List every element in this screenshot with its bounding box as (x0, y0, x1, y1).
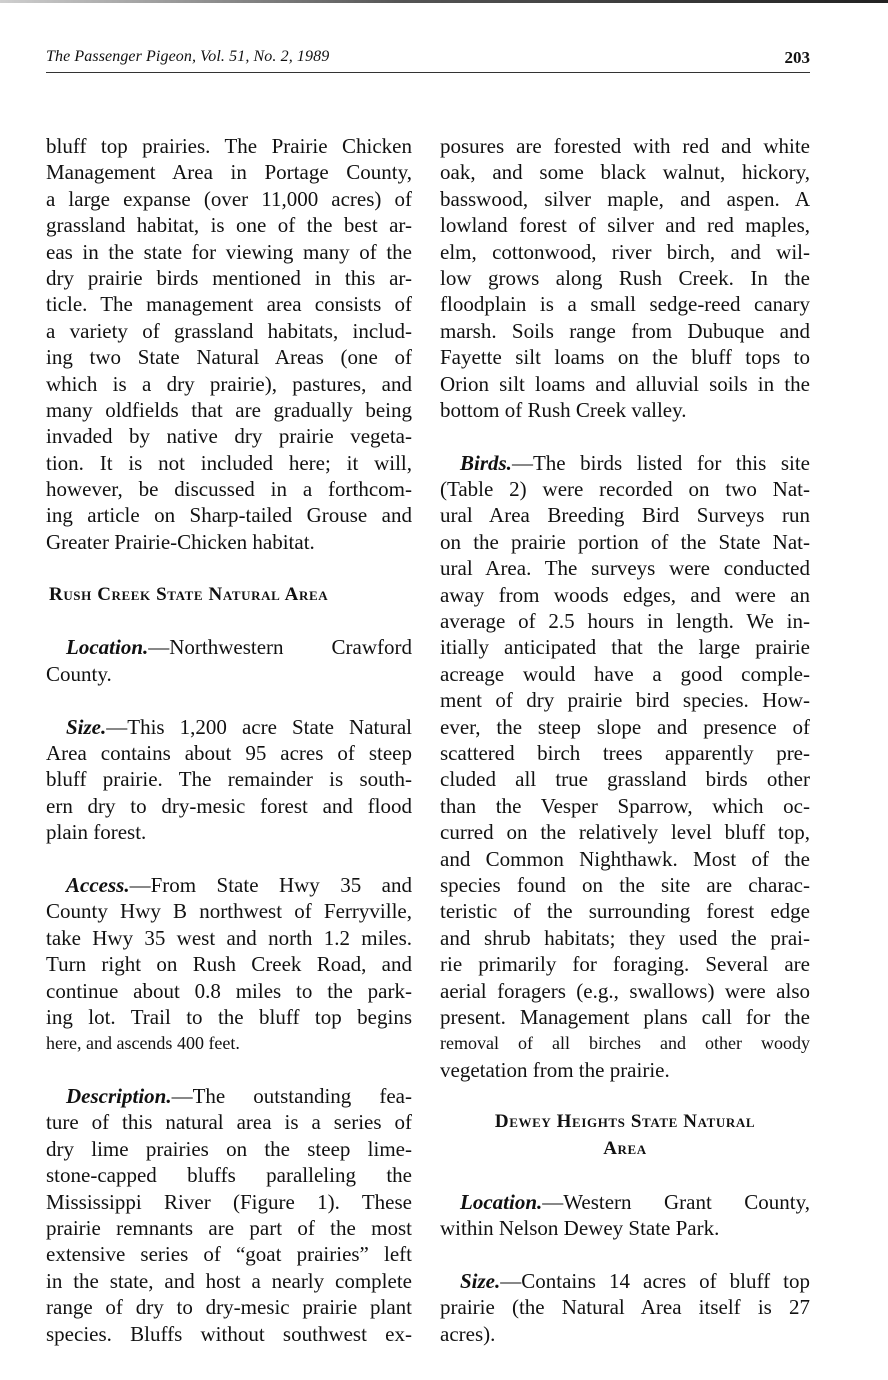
text-line: ever, the steep slope and presence of (440, 714, 810, 739)
text-line (440, 450, 810, 476)
left-column (46, 133, 412, 1347)
text-line: range of dry to dry-mesic prairie plant (46, 1295, 412, 1320)
birds-label: Birds. (460, 450, 512, 475)
text-line: ticle. The management area consists of (46, 292, 412, 317)
text-line: bluff prairie. The remainder is south- (46, 767, 412, 792)
text-line: however, be discussed in a forthcom- (46, 477, 412, 502)
birds-paragraph (440, 450, 810, 1083)
text-line: acres). (440, 1321, 496, 1346)
text-line: take Hwy 35 west and north 1.2 miles. (46, 925, 412, 950)
text-line: rie primarily for foraging. Several are (440, 952, 810, 977)
text-line: a large expanse (over 11,000 acres) of (46, 186, 412, 211)
text-line: scattered birch trees apparently pre- (440, 740, 810, 765)
text-line: dry lime prairies on the steep lime- (46, 1136, 412, 1161)
text-line: marsh. Soils range from Dubuque and (440, 318, 810, 343)
running-head (46, 48, 810, 73)
section-heading: Dewey Heights State Natural (494, 1111, 756, 1133)
size-label: Size. (66, 714, 107, 739)
text-line: stone-capped bluffs paralleling the (46, 1163, 412, 1188)
text-line: Area contains about 95 acres of steep (46, 740, 412, 765)
text-line: removal of all birches and other woody (440, 1033, 810, 1054)
access-paragraph (46, 872, 412, 1057)
text-line: aerial foragers (e.g., swallows) were also (440, 978, 810, 1003)
description-label: Description. (66, 1084, 172, 1109)
section-heading: Rush Creek State Natural Area (49, 583, 329, 605)
journal-citation: The Passenger Pigeon, Vol. 51, No. 2, 1989 (46, 48, 330, 65)
text-line: dry prairie birds mentioned in this ar- (46, 265, 412, 290)
text-line: bottom of Rush Creek valley. (440, 397, 687, 422)
text-line: Turn right on Rush Creek Road, and (46, 952, 412, 977)
text-line: posures are forested with red and white (440, 134, 810, 158)
text-line: bluff top prairies. The Prairie Chicken (46, 134, 412, 158)
text-line: prairie (the Natural Area itself is 27 (440, 1295, 810, 1320)
text-run: —From State Hwy 35 and (129, 872, 412, 897)
text-line: many oldfields that are gradually being (46, 397, 412, 422)
text-line: County Hwy B northwest of Ferryville, (46, 899, 412, 924)
text-run: —The birds listed for this site (511, 450, 810, 475)
text-line: floodplain is a small sedge-reed canary (440, 292, 810, 317)
text-line: grassland habitat, is one of the best ar- (46, 213, 412, 238)
text-run: —The outstanding fea- (171, 1084, 412, 1109)
intro-paragraph (46, 133, 412, 555)
location-paragraph (46, 634, 412, 687)
top-rule (0, 0, 888, 3)
text-run: —Western Grant County, (542, 1189, 810, 1214)
description-continued (440, 133, 810, 423)
text-line: and Common Nighthawk. Most of the (440, 846, 810, 871)
text-line: within Nelson Dewey State Park. (440, 1216, 720, 1241)
text-line: in the state, and host a nearly complete (46, 1268, 412, 1293)
text-line: prairie remnants are part of the most (46, 1216, 412, 1241)
text-line: ing article on Sharp-tailed Grouse and (46, 503, 412, 528)
text-line: continue about 0.8 miles to the park- (46, 978, 412, 1003)
text-line: a variety of grassland habitats, includ- (46, 318, 412, 343)
access-label: Access. (66, 872, 130, 897)
text-line: Orion silt loams and alluvial soils in the (440, 371, 810, 396)
text-line (46, 714, 412, 740)
text-line: low grows along Rush Creek. In the (440, 265, 810, 290)
text-line: on the prairie portion of the State Nat- (440, 529, 810, 554)
text-line: ing two State Natural Areas (one of (46, 345, 412, 370)
text-line: lowland forest of silver and red maples, (440, 213, 810, 238)
text-line: ment of dry prairie bird species. How- (440, 688, 810, 713)
section-heading-continued: Area (603, 1137, 647, 1159)
text-line: average of 2.5 hours in length. We in- (440, 609, 810, 634)
text-line: plain forest. (46, 820, 147, 845)
text-line: acreage would have a good comple- (440, 661, 810, 686)
text-line: Greater Prairie-Chicken habitat. (46, 529, 315, 554)
text-line: which is a dry prairie), pastures, and (46, 371, 412, 396)
text-line: Fayette silt loams on the bluff tops to (440, 345, 810, 370)
text-line: elm, cottonwood, river birch, and wil- (440, 239, 810, 264)
text-line: Management Area in Portage County, (46, 160, 412, 185)
text-line: species found on the site are charac- (440, 872, 810, 897)
text-line (46, 634, 412, 660)
text-run: —Northwestern Crawford (148, 635, 412, 660)
text-line: itially anticipated that the large prairie (440, 635, 810, 660)
text-line: ural Area. The surveys were conducted (440, 556, 810, 581)
text-line: invaded by native dry prairie vegeta- (46, 424, 412, 449)
text-line: tion. It is not included here; it will, (46, 450, 412, 475)
text-line (440, 1189, 810, 1215)
text-line (440, 1268, 810, 1294)
text-run: —Contains 14 acres of bluff top (500, 1268, 810, 1293)
text-line: ing lot. Trail to the bluff top begins (46, 1004, 412, 1029)
text-line: ural Area Breeding Bird Surveys run (440, 503, 810, 528)
text-line: present. Management plans call for the (440, 1004, 810, 1029)
text-line: (Table 2) were recorded on two Nat- (440, 477, 810, 502)
size-paragraph (440, 1268, 810, 1347)
text-line: than the Vesper Sparrow, which oc- (440, 793, 810, 818)
text-line: cluded all true grassland birds other (440, 767, 810, 792)
text-line: away from woods edges, and were an (440, 582, 810, 607)
text-line (46, 872, 412, 898)
location-label: Location. (460, 1189, 543, 1214)
text-line: teristic of the surrounding forest edge (440, 899, 810, 924)
location-label: Location. (66, 635, 149, 660)
right-column (440, 133, 810, 1347)
description-paragraph (46, 1083, 412, 1347)
text-line: here, and ascends 400 feet. (46, 1033, 240, 1054)
text-line: curred on the relatively level bluff top, (440, 820, 810, 845)
text-line: and shrub habitats; they used the prai- (440, 925, 810, 950)
location-paragraph (440, 1189, 810, 1242)
text-line: ern dry to dry-mesic forest and flood (46, 793, 412, 818)
text-line: eas in the state for viewing many of the (46, 239, 412, 264)
text-line: County. (46, 661, 112, 686)
page-number: 203 (784, 48, 810, 67)
text-line: vegetation from the prairie. (440, 1057, 670, 1082)
size-paragraph (46, 714, 412, 846)
text-line: species. Bluffs without southwest ex- (46, 1321, 412, 1346)
size-label: Size. (460, 1268, 501, 1293)
text-run: —This 1,200 acre State Natural (106, 714, 412, 739)
text-line: ture of this natural area is a series of (46, 1110, 412, 1135)
text-line: extensive series of “goat prairies” left (46, 1242, 412, 1267)
text-line: oak, and some black walnut, hickory, (440, 160, 810, 185)
text-line (46, 1083, 412, 1109)
text-line: basswood, silver maple, and aspen. A (440, 186, 810, 211)
text-line: Mississippi River (Figure 1). These (46, 1189, 412, 1214)
